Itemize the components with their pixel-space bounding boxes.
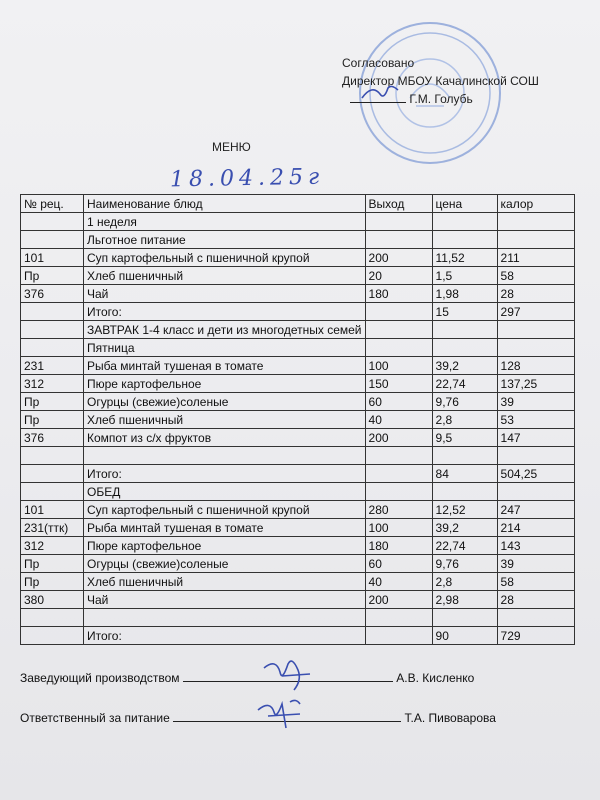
table-cell: 58 xyxy=(497,573,574,591)
table-row xyxy=(21,249,575,267)
approval-position: Директор МБОУ Качалинской СОШ xyxy=(342,74,539,88)
table-cell xyxy=(432,609,497,627)
table-cell xyxy=(432,483,497,501)
table-cell: 100 xyxy=(365,519,432,537)
approval-block xyxy=(342,54,539,108)
table-cell xyxy=(21,213,84,231)
table-cell xyxy=(432,231,497,249)
director-name: Г.М. Голубь xyxy=(409,92,473,106)
table-cell: Огурцы (свежие)соленые xyxy=(84,555,366,573)
table-cell xyxy=(497,483,574,501)
table-cell: Льготное питание xyxy=(84,231,366,249)
table-row xyxy=(21,393,575,411)
table-cell: Пюре картофельное xyxy=(84,537,366,555)
table-cell: 231(ттк) xyxy=(21,519,84,537)
table-cell: 84 xyxy=(432,465,497,483)
table-row xyxy=(21,411,575,429)
table-cell: 39 xyxy=(497,393,574,411)
table-cell: 39,2 xyxy=(432,357,497,375)
table-cell: 211 xyxy=(497,249,574,267)
table-cell xyxy=(365,339,432,357)
table-row xyxy=(21,321,575,339)
table-row xyxy=(21,609,575,627)
table-row xyxy=(21,591,575,609)
table-cell: Итого: xyxy=(84,303,366,321)
table-row xyxy=(21,357,575,375)
table-cell: 101 xyxy=(21,501,84,519)
responsible-name: Т.А. Пивоварова xyxy=(404,711,496,725)
table-row xyxy=(21,555,575,573)
table-cell: 22,74 xyxy=(432,375,497,393)
table-cell: 15 xyxy=(432,303,497,321)
table-cell: 729 xyxy=(497,627,574,645)
production-label: Заведующий производством xyxy=(20,671,180,685)
table-cell: 200 xyxy=(365,591,432,609)
table-cell: 1,98 xyxy=(432,285,497,303)
table-cell xyxy=(497,447,574,465)
table-cell xyxy=(84,609,366,627)
table-cell: 40 xyxy=(365,411,432,429)
table-row xyxy=(21,537,575,555)
responsible-label: Ответственный за питание xyxy=(20,711,170,725)
table-cell: 312 xyxy=(21,375,84,393)
header-cell: Наименование блюд xyxy=(84,195,366,213)
director-signature xyxy=(350,90,406,103)
table-cell: 53 xyxy=(497,411,574,429)
page-title: МЕНЮ xyxy=(212,140,251,154)
table-cell xyxy=(21,321,84,339)
table-cell: Чай xyxy=(84,285,366,303)
table-cell: 39,2 xyxy=(432,519,497,537)
table-cell: 9,76 xyxy=(432,393,497,411)
table-row xyxy=(21,213,575,231)
table-row xyxy=(21,483,575,501)
table-row xyxy=(21,303,575,321)
table-cell xyxy=(365,483,432,501)
table-cell: Пятница xyxy=(84,339,366,357)
table-cell: 39 xyxy=(497,555,574,573)
table-cell: 2,98 xyxy=(432,591,497,609)
table-cell xyxy=(21,465,84,483)
handwritten-date: 18.04.25г xyxy=(169,164,325,193)
table-cell: Итого: xyxy=(84,465,366,483)
approval-heading: Согласовано xyxy=(342,56,415,70)
table-row xyxy=(21,519,575,537)
table-row xyxy=(21,447,575,465)
table-cell xyxy=(21,627,84,645)
table-cell: 60 xyxy=(365,393,432,411)
table-cell: 2,8 xyxy=(432,573,497,591)
table-cell: Компот из с/х фруктов xyxy=(84,429,366,447)
header-cell: цена xyxy=(432,195,497,213)
table-row xyxy=(21,573,575,591)
table-cell: Хлеб пшеничный xyxy=(84,411,366,429)
approval-signature-line xyxy=(350,90,539,108)
responsible-handwritten-signature xyxy=(250,694,310,734)
table-row xyxy=(21,501,575,519)
table-cell: 376 xyxy=(21,429,84,447)
table-cell xyxy=(21,231,84,249)
table-row xyxy=(21,267,575,285)
table-cell: Пр xyxy=(21,267,84,285)
table-row xyxy=(21,465,575,483)
production-handwritten-signature xyxy=(258,654,318,694)
table-cell: 28 xyxy=(497,285,574,303)
table-cell xyxy=(21,447,84,465)
table-cell: 504,25 xyxy=(497,465,574,483)
table-cell: 150 xyxy=(365,375,432,393)
table-cell: Пр xyxy=(21,411,84,429)
table-cell: 376 xyxy=(21,285,84,303)
table-cell xyxy=(497,321,574,339)
table-cell xyxy=(365,303,432,321)
table-cell xyxy=(365,213,432,231)
table-cell: 101 xyxy=(21,249,84,267)
table-cell xyxy=(365,321,432,339)
table-cell: Пр xyxy=(21,393,84,411)
table-cell xyxy=(497,609,574,627)
table-cell: 2,8 xyxy=(432,411,497,429)
table-row xyxy=(21,231,575,249)
table-cell: 28 xyxy=(497,591,574,609)
table-cell: 9,76 xyxy=(432,555,497,573)
table-cell xyxy=(84,447,366,465)
table-cell: Пюре картофельное xyxy=(84,375,366,393)
header-cell: № рец. xyxy=(21,195,84,213)
table-cell: Пр xyxy=(21,555,84,573)
table-cell: 1 неделя xyxy=(84,213,366,231)
table-row xyxy=(21,627,575,645)
table-cell xyxy=(365,609,432,627)
table-cell: Чай xyxy=(84,591,366,609)
table-cell: 128 xyxy=(497,357,574,375)
production-signature-row xyxy=(20,669,474,685)
table-cell xyxy=(21,609,84,627)
table-cell: Рыба минтай тушеная в томате xyxy=(84,519,366,537)
table-row xyxy=(21,285,575,303)
table-cell: Хлеб пшеничный xyxy=(84,267,366,285)
menu-table xyxy=(20,194,575,645)
table-cell xyxy=(21,303,84,321)
table-header-row xyxy=(21,195,575,213)
table-cell: 40 xyxy=(365,573,432,591)
table-cell xyxy=(365,627,432,645)
table-cell: 200 xyxy=(365,429,432,447)
table-cell: 11,52 xyxy=(432,249,497,267)
table-cell: ОБЕД xyxy=(84,483,366,501)
table-cell: Огурцы (свежие)соленые xyxy=(84,393,366,411)
table-cell: 380 xyxy=(21,591,84,609)
table-cell: 22,74 xyxy=(432,537,497,555)
table-cell xyxy=(497,339,574,357)
table-cell xyxy=(21,339,84,357)
table-cell: 100 xyxy=(365,357,432,375)
table-cell xyxy=(21,483,84,501)
table-cell: ЗАВТРАК 1-4 класс и дети из многодетных семей xyxy=(84,321,366,339)
table-cell: 280 xyxy=(365,501,432,519)
table-cell: Суп картофельный с пшеничной крупой xyxy=(84,501,366,519)
table-cell: 12,52 xyxy=(432,501,497,519)
table-row xyxy=(21,339,575,357)
table-cell: 9,5 xyxy=(432,429,497,447)
table-cell: 147 xyxy=(497,429,574,447)
table-cell: Итого: xyxy=(84,627,366,645)
table-cell: 312 xyxy=(21,537,84,555)
table-cell: 90 xyxy=(432,627,497,645)
table-cell: Хлеб пшеничный xyxy=(84,573,366,591)
table-cell: 214 xyxy=(497,519,574,537)
table-cell: Пр xyxy=(21,573,84,591)
table-cell: 60 xyxy=(365,555,432,573)
table-cell xyxy=(432,213,497,231)
table-cell xyxy=(432,339,497,357)
table-cell: 247 xyxy=(497,501,574,519)
table-row xyxy=(21,429,575,447)
menu-table-body xyxy=(21,213,575,645)
table-cell: 137,25 xyxy=(497,375,574,393)
header-cell: калор xyxy=(497,195,574,213)
table-cell xyxy=(365,231,432,249)
table-row xyxy=(21,375,575,393)
table-cell: 1,5 xyxy=(432,267,497,285)
table-cell: 180 xyxy=(365,537,432,555)
header-cell: Выход xyxy=(365,195,432,213)
table-cell: 58 xyxy=(497,267,574,285)
table-cell xyxy=(432,321,497,339)
table-cell xyxy=(497,231,574,249)
table-cell: Рыба минтай тушеная в томате xyxy=(84,357,366,375)
table-cell: 200 xyxy=(365,249,432,267)
table-cell xyxy=(432,447,497,465)
table-cell: Суп картофельный с пшеничной крупой xyxy=(84,249,366,267)
table-cell: 20 xyxy=(365,267,432,285)
production-name: А.В. Кисленко xyxy=(396,671,475,685)
table-cell: 180 xyxy=(365,285,432,303)
table-cell: 143 xyxy=(497,537,574,555)
table-cell: 297 xyxy=(497,303,574,321)
table-cell: 231 xyxy=(21,357,84,375)
table-cell xyxy=(365,465,432,483)
table-cell xyxy=(365,447,432,465)
table-cell xyxy=(497,213,574,231)
